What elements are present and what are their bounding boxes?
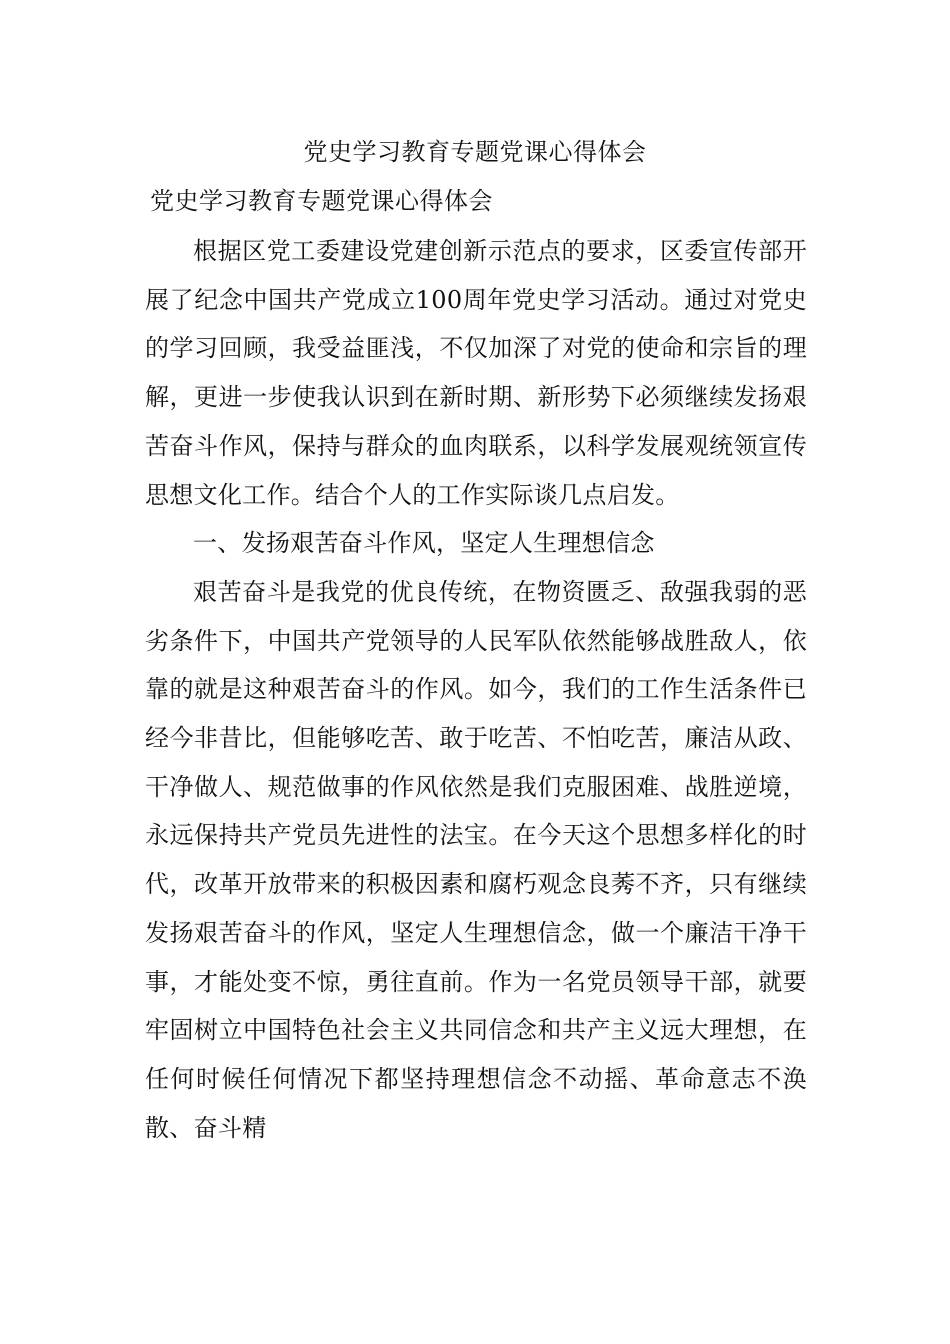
section-heading-1: 一、发扬艰苦奋斗作风，坚定人生理想信念 xyxy=(193,529,655,558)
paragraph-section-1: 艰苦奋斗是我党的优良传统，在物资匮乏、敌强我弱的恶劣条件下，中国共产党领导的人民军队依然能够战胜敌人，依靠的就是这种艰苦奋斗的作风。如今，我们的工作生活条件已经今非昔比，但能够吃苦、敢于吃苦、不怕吃苦，廉洁从政、干净做人、规范做事的作风依然是我们克服困难、战胜逆境，永远保持共产党员先进性的法宝。在今天这个思想多样化的时代，改革开放带来的积极因素和腐朽观念良莠不齐，只有继续发扬艰苦奋斗的作风，坚定人生理想信念，做一个廉洁干净干事，才能处变不惊，勇往直前。作为一名党员领导干部，就要牢固树立中国特色社会主义共同信念和共产主义远大理想，在任何时候任何情况下都坚持理想信念不动摇、革命意志不涣散、奋斗精 xyxy=(145,577,807,1142)
document-title: 党史学习教育专题党课心得体会 xyxy=(303,138,647,166)
paragraph-intro: 根据区党工委建设党建创新示范点的要求，区委宣传部开展了纪念中国共产党成立100周年党史学习活动。通过对党史的学习回顾，我受益匪浅，不仅加深了对党的使命和宗旨的理解，更进一步使我认识到在新时期、新形势下必须继续发扬艰苦奋斗作风，保持与群众的血肉联系，以科学发展观统领宣传思想文化工作。结合个人的工作实际谈几点启发。 xyxy=(145,237,807,509)
document-subtitle: 党史学习教育专题党课心得体会 xyxy=(150,187,493,215)
document-body xyxy=(145,227,807,1152)
